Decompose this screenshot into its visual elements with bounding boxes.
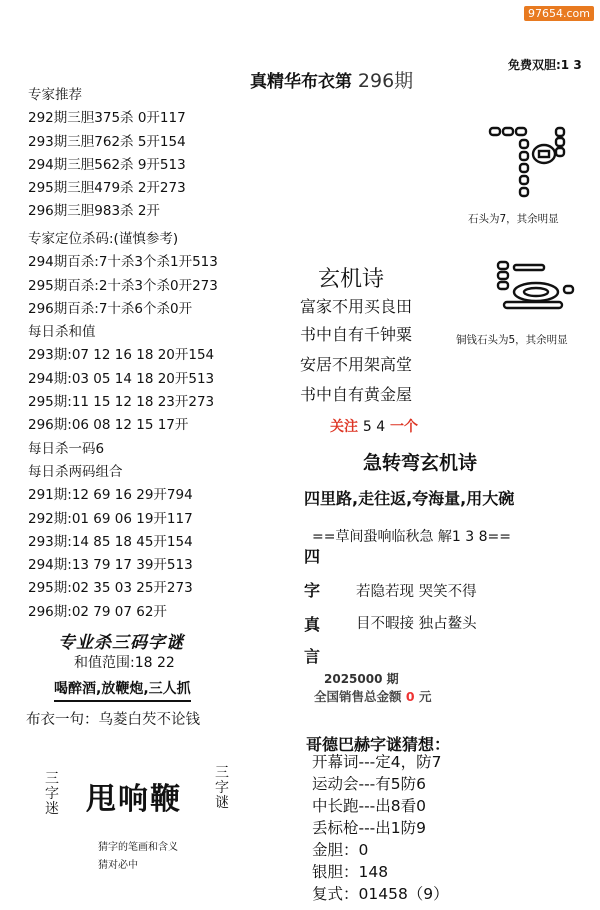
guanzhu-suffix: 一个 — [390, 419, 419, 435]
two-code-heading: 每日杀两码组合 — [28, 463, 123, 480]
list-item: 296期三胆983杀 2开 — [28, 203, 160, 220]
caojian-line: ==草间蛩响临秋急 解1 3 8== — [312, 529, 511, 545]
goedel-item: 银胆：148 — [312, 863, 389, 881]
guanzhu-line — [330, 416, 418, 436]
free-double-label: 免费双胆:1 3 — [508, 58, 582, 72]
side-label-left: 三字迷 — [45, 771, 59, 817]
list-item: 296期百杀:7十杀6个杀0开 — [28, 300, 193, 317]
zhen-char: 言 — [304, 647, 321, 666]
goedel-item: 开幕词---定4，防7 — [312, 753, 442, 771]
guanzhu-numbers: 5 4 — [362, 419, 386, 435]
goedel-item: 运动会---有5防6 — [312, 775, 427, 793]
zhenyan-line: 若隐若现 哭笑不得 — [356, 584, 477, 600]
riddle-range: 和值范围:18 22 — [74, 655, 175, 671]
list-item: 294期百杀:7十杀3个杀1开513 — [28, 254, 218, 271]
xuanji-title: 玄机诗 — [318, 267, 385, 292]
poem-line: 书中自有千钟粟 — [300, 325, 413, 344]
stone-caption-2: 铜钱石头为5，其余明显 — [456, 334, 568, 346]
goedel-item: 金胆：0 — [312, 841, 369, 859]
list-item: 295期百杀:2十杀3个杀0开273 — [28, 277, 218, 294]
riddle-poem-line: 四里路,走往返,夸海量,用大碗 — [304, 489, 515, 508]
zhen-char: 真 — [304, 615, 321, 634]
poem-line: 安居不用架高堂 — [300, 355, 413, 374]
page-title — [250, 66, 413, 93]
list-item: 294期:03 05 14 18 20开513 — [28, 370, 215, 387]
sum-heading: 每日杀和值 — [28, 324, 96, 341]
hint-text: 猜字的笔画和含义 — [98, 842, 178, 853]
list-item: 295期:02 35 03 25开273 — [28, 580, 193, 597]
one-code: 每日杀一码6 — [28, 440, 105, 457]
zhen-char: 四 — [304, 547, 321, 566]
list-item: 294期三胆562杀 9开513 — [28, 156, 186, 173]
poem-line: 富家不用买良田 — [300, 297, 413, 316]
expert-section — [28, 84, 186, 224]
position-heading: 专家定位杀码:(谨慎参考) — [28, 231, 179, 247]
goedel-title: 哥德巴赫字谜猜想： — [306, 735, 451, 754]
list-item: 292期三胆375杀 0开117 — [28, 110, 186, 127]
side-label-right: 三字谜 — [215, 765, 229, 811]
sales-unit: 元 — [418, 689, 432, 704]
guanzhu-label: 关注 — [330, 419, 358, 435]
coin-stone-figure-icon — [492, 256, 588, 328]
list-item: 293期三胆762杀 5开154 — [28, 133, 186, 150]
goedel-item: 复式：01458（9） — [312, 885, 449, 903]
list-item: 293期:07 12 16 18 20开154 — [28, 347, 215, 364]
riddle-poem-title: 急转弯玄机诗 — [363, 452, 478, 474]
sales-value: 0 — [405, 689, 415, 704]
zhenyan-line: 目不暇接 独占鳌头 — [356, 616, 477, 632]
list-item: 293期:14 85 18 45开154 — [28, 533, 193, 550]
hint-text: 猜对必中 — [98, 860, 138, 871]
expert-heading: 专家推荐 — [28, 87, 82, 103]
sales-label: 全国销售总金额 — [314, 689, 402, 704]
list-item: 294期:13 79 17 39开513 — [28, 557, 193, 574]
sales-line — [314, 687, 431, 705]
zhen-char: 字 — [304, 581, 321, 600]
stone-caption-1: 石头为7，其余明显 — [468, 213, 559, 225]
position-section — [28, 228, 218, 624]
goedel-item: 中长跑---出8看0 — [312, 797, 427, 815]
title-text: 真精华布衣第 — [250, 72, 352, 92]
riddle-drink: 喝醉酒,放鞭炮,三人抓 — [54, 678, 191, 702]
list-item: 292期:01 69 06 19开117 — [28, 510, 193, 527]
site-watermark: 97654.com — [524, 6, 594, 21]
list-item: 295期三胆479杀 2开273 — [28, 180, 186, 197]
riddle-title: 专业杀三码字谜 — [58, 633, 184, 653]
list-item: 296期:06 08 12 15 17开 — [28, 417, 189, 434]
riddle-big-text: 甩响鞭 — [86, 782, 182, 817]
sales-issue: 2025000 期 — [324, 672, 399, 686]
issue-number: 296期 — [357, 70, 414, 92]
stone-figure-icon — [486, 122, 582, 208]
poem-line: 书中自有黄金屋 — [300, 385, 413, 404]
list-item: 295期:11 15 12 18 23开273 — [28, 394, 215, 411]
goedel-item: 丢标枪---出1防9 — [312, 819, 427, 837]
buyi-sentence: 布衣一句：乌菱白芡不论钱 — [26, 712, 200, 728]
list-item: 296期:02 79 07 62开 — [28, 603, 167, 620]
list-item: 291期:12 69 16 29开794 — [28, 487, 193, 504]
